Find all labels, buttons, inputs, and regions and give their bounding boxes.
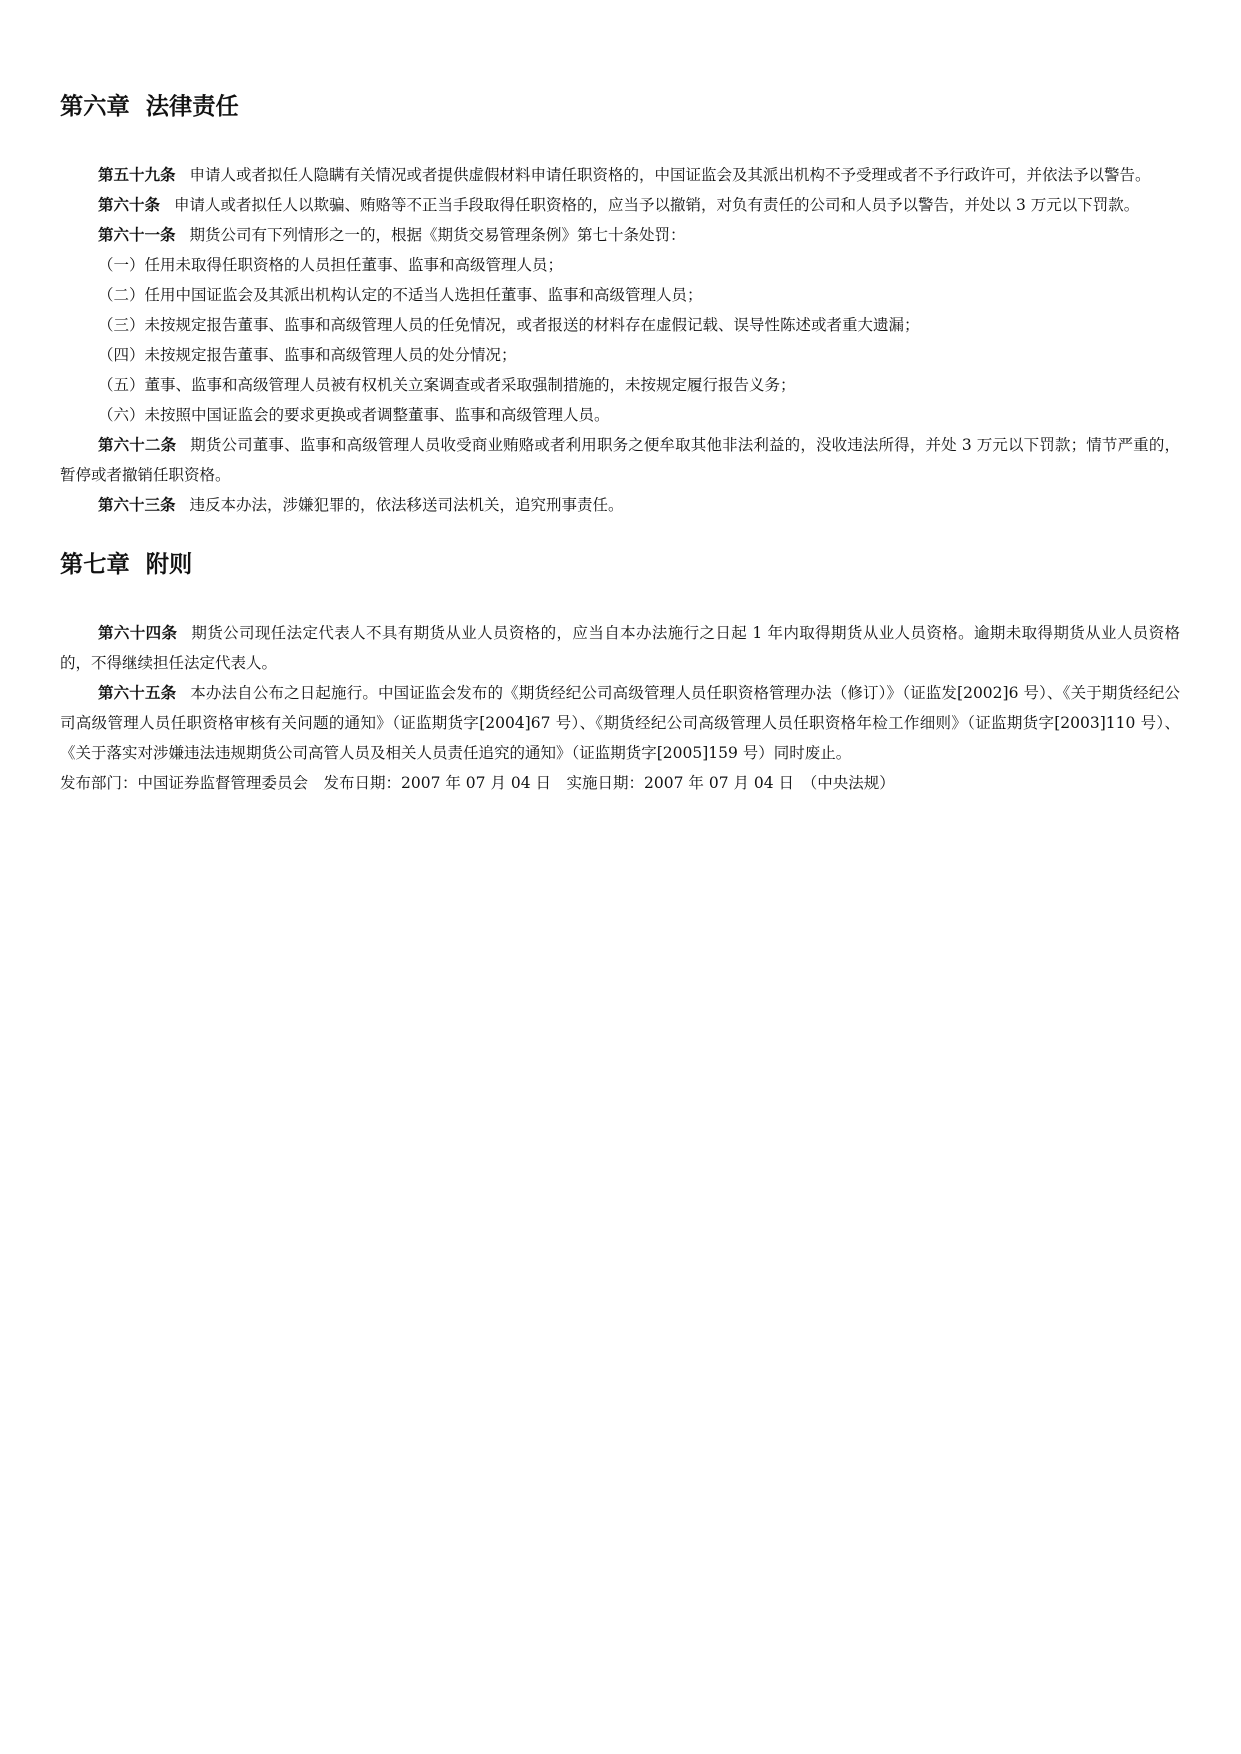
article-paragraph [60, 220, 1180, 250]
spacer [60, 580, 1180, 618]
article-paragraph [60, 190, 1180, 220]
article-label: 第六十三条 [98, 495, 176, 514]
chapter-title: 法律责任 [145, 93, 239, 120]
article-text: 违反本办法，涉嫌犯罪的，依法移送司法机关，追究刑事责任。 [189, 496, 624, 514]
article-text: 本办法自公布之日起施行。中国证监会发布的《期货经纪公司高级管理人员任职资格管理办法（修订）》（证监发[2002]6 号）、《关于期货经纪公司高级管理人员任职资格审核有关问题的通知》（证监期货字[2004]67 号）、《期货经纪公司高级管理人员任职资格年检工作细则》（证监期货字[2003]110 号）、《关于落实对涉嫌违法违规期货公司高管人员及相关人员责任追究的通知》（证监期货字[2005]159 号）同时废止。 [60, 684, 1180, 762]
document-page [60, 92, 1180, 798]
chapter-title: 附则 [145, 551, 193, 578]
article-text: 期货公司董事、监事和高级管理人员收受商业贿赂或者利用职务之便牟取其他非法利益的，没收违法所得，并处 3 万元以下罚款；情节严重的，暂停或者撤销任职资格。 [60, 436, 1180, 484]
article-label: 第五十九条 [98, 165, 176, 184]
article-paragraph [60, 160, 1180, 190]
list-item: （二）任用中国证监会及其派出机构认定的不适当人选担任董事、监事和高级管理人员； [98, 286, 703, 304]
list-item: （四）未按规定报告董事、监事和高级管理人员的处分情况； [98, 346, 517, 364]
publication-info: 发布部门：中国证券监督管理委员会 发布日期：2007 年 07 月 04 日 实施日期：2007 年 07 月 04 日 （中央法规） [60, 774, 895, 792]
article-paragraph [60, 618, 1180, 678]
chapter-number: 第七章 [60, 551, 130, 578]
article-paragraph [60, 490, 1180, 520]
article-label: 第六十四条 [98, 623, 178, 642]
spacer [60, 122, 1180, 160]
chapter-heading [60, 550, 1180, 580]
article-text: 申请人或者拟任人隐瞒有关情况或者提供虚假材料申请任职资格的，中国证监会及其派出机构不予受理或者不予行政许可，并依法予以警告。 [189, 166, 1151, 184]
chapter-number: 第六章 [60, 93, 130, 120]
article-text: 期货公司有下列情形之一的，根据《期货交易管理条例》第七十条处罚： [189, 226, 686, 244]
list-item: （一）任用未取得任职资格的人员担任董事、监事和高级管理人员； [98, 256, 564, 274]
list-item: （三）未按规定报告董事、监事和高级管理人员的任免情况，或者报送的材料存在虚假记载、误导性陈述或者重大遗漏； [98, 316, 920, 334]
list-item: （五）董事、监事和高级管理人员被有权机关立案调查或者采取强制措施的，未按规定履行报告义务； [98, 376, 796, 394]
article-label: 第六十条 [98, 195, 161, 214]
article-label: 第六十二条 [98, 435, 177, 454]
article-text: 申请人或者拟任人以欺骗、贿赂等不正当手段取得任职资格的，应当予以撤销，对负有责任的公司和人员予以警告，并处以 3 万元以下罚款。 [174, 196, 1140, 214]
article-paragraph [60, 678, 1180, 768]
article-text: 期货公司现任法定代表人不具有期货从业人员资格的，应当自本办法施行之日起 1 年内取得期货从业人员资格。逾期未取得期货从业人员资格的，不得继续担任法定代表人。 [60, 624, 1180, 672]
spacer [60, 520, 1180, 550]
article-paragraph [60, 430, 1180, 490]
article-label: 第六十五条 [98, 683, 177, 702]
chapter-heading [60, 92, 1180, 122]
article-label: 第六十一条 [98, 225, 176, 244]
list-item: （六）未按照中国证监会的要求更换或者调整董事、监事和高级管理人员。 [98, 406, 610, 424]
